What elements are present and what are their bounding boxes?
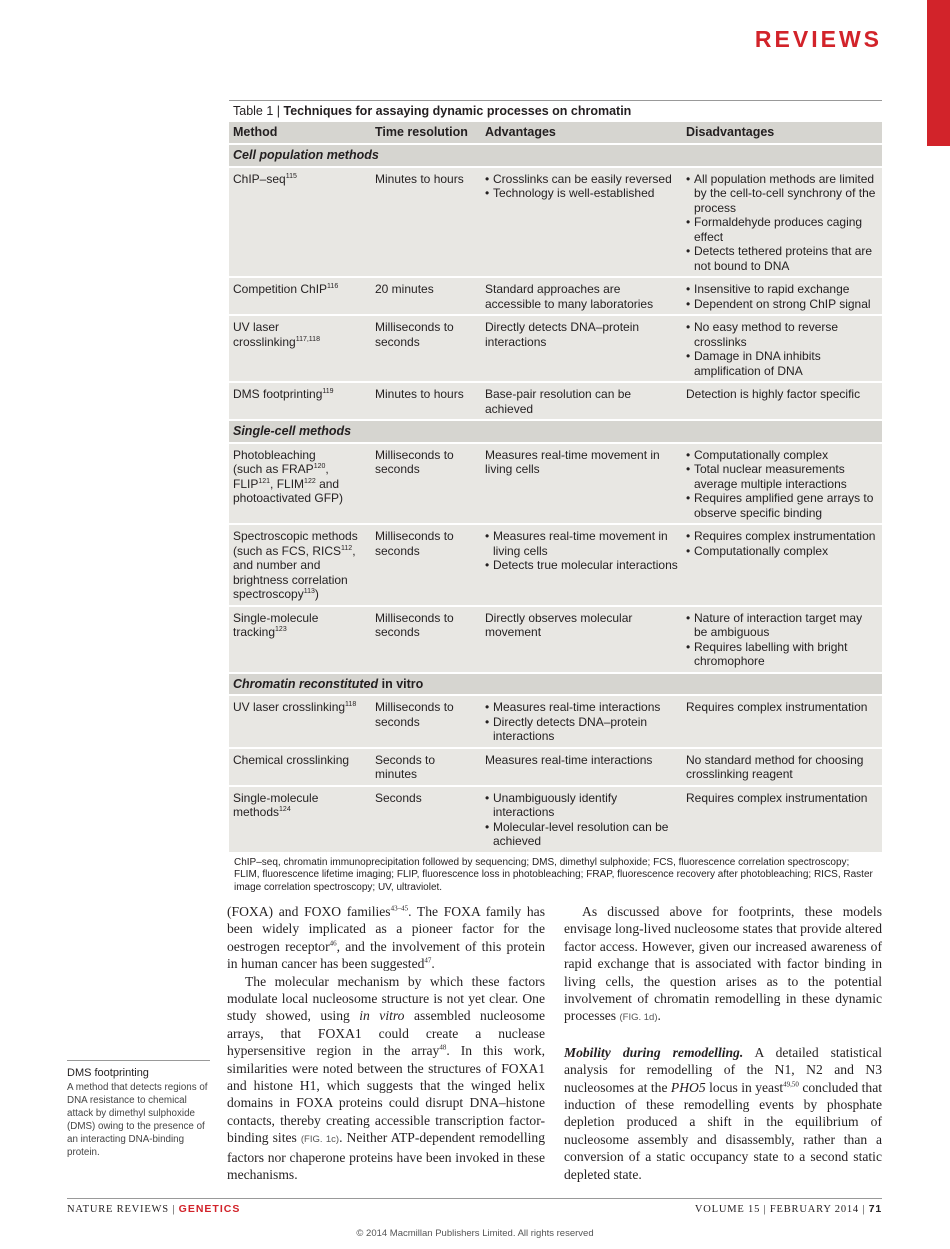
- method-cell: Photobleaching (such as FRAP$^{120}$, FLIP$^{121}$, FLIM$^{122}$ and photoactivated GFP): [229, 443, 371, 525]
- method-cell: Spectroscopic methods (such as FCS, RICS$^{112}$, and number and brightness correlation spectroscopy$^{113}$): [229, 524, 371, 606]
- section-label: Single-cell methods: [229, 420, 882, 443]
- disadvantages-cell: • Requires complex instrumentation • Computationally complex: [682, 524, 882, 606]
- time-cell: Milliseconds to seconds: [371, 695, 481, 748]
- advantages-cell: • Measures real-time movement in living cells • Detects true molecular interactions: [481, 524, 682, 606]
- advantages-cell: • Crosslinks can be easily reversed • Technology is well-established: [481, 167, 682, 278]
- section-row-single-cell: [229, 420, 882, 443]
- advantages-cell: Measures real-time movement in living cells: [481, 443, 682, 525]
- method-cell: Single-molecule tracking$^{123}$: [229, 606, 371, 673]
- table-row: [229, 315, 882, 382]
- time-cell: 20 minutes: [371, 277, 481, 315]
- table-row: [229, 695, 882, 748]
- advantages-cell: Directly detects DNA–protein interactions: [481, 315, 682, 382]
- section-color-tab: [927, 0, 950, 146]
- disadvantages-cell: Requires complex instrumentation: [682, 695, 882, 748]
- method-cell: Chemical crosslinking: [229, 748, 371, 786]
- advantages-cell: Base-pair resolution can be achieved: [481, 382, 682, 420]
- time-cell: Minutes to hours: [371, 382, 481, 420]
- section-row-cell-population: [229, 144, 882, 167]
- method-cell: Single-molecule methods$^{124}$: [229, 786, 371, 852]
- method-cell: DMS footprinting$^{119}$: [229, 382, 371, 420]
- advantages-cell: Standard approaches are accessible to many laboratories: [481, 277, 682, 315]
- method-cell: Competition ChIP$^{116}$: [229, 277, 371, 315]
- article-column-1: [227, 903, 545, 1184]
- table-title: Techniques for assaying dynamic processes on chromatin: [283, 104, 632, 118]
- figure-reference: (FIG. 1d): [619, 1012, 658, 1024]
- table-row: [229, 382, 882, 420]
- table-row: [229, 443, 882, 525]
- glossary-term: DMS footprinting: [67, 1067, 149, 1079]
- table-number: Table 1 |: [233, 104, 281, 118]
- glossary-definition: A method that detects regions of DNA resistance to chemical attack by dimethyl sulphoxide (DMS) owing to the presence of an interacting DNA-binding protein.: [67, 1082, 208, 1158]
- table-row: [229, 524, 882, 606]
- disadvantages-cell: • Computationally complex • Total nuclear measurements average multiple interactions • Requires amplified gene arrays to observe specific binding: [682, 443, 882, 525]
- advantages-cell: Directly observes molecular movement: [481, 606, 682, 673]
- advantages-cell: Measures real-time interactions: [481, 748, 682, 786]
- table-row: [229, 786, 882, 852]
- paragraph: The molecular mechanism by which these factors modulate local nucleosome structure is not yet clear. One study showed, using in vitro assembled nucleosome arrays, that FOXA1 could create a nuclease hypersensitive region in the array$^{48}$. In this work, similarities were noted between the structures of FOXA1 and histone H1, which suggests that the winged helix domains in FOXA proteins could disrupt DNA–histone contacts, thereby creating accessible transcription factor-binding sites (FIG. 1c). Neither ATP-dependent remodelling factors nor chaperone proteins have been invoked in these mechanisms.: [227, 973, 545, 1183]
- disadvantages-cell: • No easy method to reverse crosslinks • Damage in DNA inhibits amplification of DNA: [682, 315, 882, 382]
- copyright: © 2014 Macmillan Publishers Limited. All rights reserved: [356, 1228, 594, 1239]
- time-cell: Seconds to minutes: [371, 748, 481, 786]
- table-row: [229, 606, 882, 673]
- table-row: [229, 748, 882, 786]
- table-header-row: [229, 122, 882, 144]
- disadvantages-cell: Requires complex instrumentation: [682, 786, 882, 852]
- table-caption: [229, 101, 882, 122]
- method-cell: ChIP–seq$^{115}$: [229, 167, 371, 278]
- techniques-table: [229, 122, 882, 852]
- disadvantages-cell: • Nature of interaction target may be ambiguous • Requires labelling with bright chromophore: [682, 606, 882, 673]
- disadvantages-cell: Detection is highly factor specific: [682, 382, 882, 420]
- time-cell: Seconds: [371, 786, 481, 852]
- paragraph: As discussed above for footprints, these models envisage long-lived nucleosome states that provide altered factor access. However, given our increased awareness of rapid exchange that is associated with factor binding in living cells, the question arises as to the potential involvement of chromatin remodelling in these dynamic processes (FIG. 1d).: [564, 904, 882, 1024]
- col-header-advantages: Advantages: [481, 122, 682, 144]
- table-row: [229, 167, 882, 278]
- advantages-cell: • Unambiguously identify interactions • Molecular-level resolution can be achieved: [481, 786, 682, 852]
- table-1: [229, 100, 882, 894]
- paragraph: Mobility during remodelling. A detailed statistical analysis for remodelling of the N1, N2 and N3 nucleosomes at the PHO5 locus in yeast$^{49,50}$ concluded that induction of these remodelling events by phosphate depletion produced a shift in the equilibrium of nucleosome assembly and disassembly, rather than a conversion of a static occupancy state to a second static depleted state.: [564, 1044, 882, 1182]
- disadvantages-cell: • All population methods are limited by the cell-to-cell synchrony of the process • Formaldehyde produces caging effect • Detects tethered proteins that are not bound to DNA: [682, 167, 882, 278]
- disadvantages-cell: No standard method for choosing crosslinking reagent: [682, 748, 882, 786]
- section-header: REVIEWS: [754, 26, 882, 52]
- col-header-method: Method: [229, 122, 371, 144]
- run-in-heading: Mobility during remodelling.: [564, 1044, 744, 1060]
- page-number: 71: [868, 1203, 882, 1215]
- time-cell: Milliseconds to seconds: [371, 524, 481, 606]
- method-cell: UV laser crosslinking$^{118}$: [229, 695, 371, 748]
- table-row: [229, 277, 882, 315]
- disadvantages-cell: • Insensitive to rapid exchange • Dependent on strong ChIP signal: [682, 277, 882, 315]
- glossary-box: [67, 1060, 210, 1159]
- section-label: Cell population methods: [229, 144, 882, 167]
- paragraph: (FOXA) and FOXO families$^{43-45}$. The FOXA family has been widely implicated as a pioneer factor for the oestrogen receptor$^{46}$, and the involvement of this protein in human cancer has been suggested$^{47}$.: [227, 904, 546, 972]
- figure-reference: (FIG. 1c): [300, 1134, 340, 1146]
- article-column-2: [564, 903, 882, 1183]
- col-header-time: Time resolution: [371, 122, 481, 144]
- footer-journal: NATURE REVIEWS | GENETICS: [67, 1203, 241, 1215]
- footer-rule: [67, 1198, 882, 1199]
- time-cell: Minutes to hours: [371, 167, 481, 278]
- advantages-cell: • Measures real-time interactions • Directly detects DNA–protein interactions: [481, 695, 682, 748]
- col-header-disadvantages: Disadvantages: [682, 122, 882, 144]
- section-row-reconstituted: [229, 673, 882, 696]
- time-cell: Milliseconds to seconds: [371, 606, 481, 673]
- time-cell: Milliseconds to seconds: [371, 315, 481, 382]
- section-label: Chromatin reconstituted in vitro: [229, 673, 882, 696]
- method-cell: UV laser crosslinking$^{117,118}$: [229, 315, 371, 382]
- time-cell: Milliseconds to seconds: [371, 443, 481, 525]
- table-footnote: ChIP–seq, chromatin immunoprecipitation followed by sequencing; DMS, dimethyl sulphoxide; FCS, fluorescence correlation spectroscopy; FLIM, fluorescence lifetime imaging; FLIP, fluorescence loss in photobleaching; FRAP, fluorescence recovery after photobleaching; RICS, Raster image correlation spectroscopy; UV, ultraviolet.: [234, 856, 873, 893]
- footer-issue: VOLUME 15 | FEBRUARY 2014 | 71: [694, 1203, 882, 1215]
